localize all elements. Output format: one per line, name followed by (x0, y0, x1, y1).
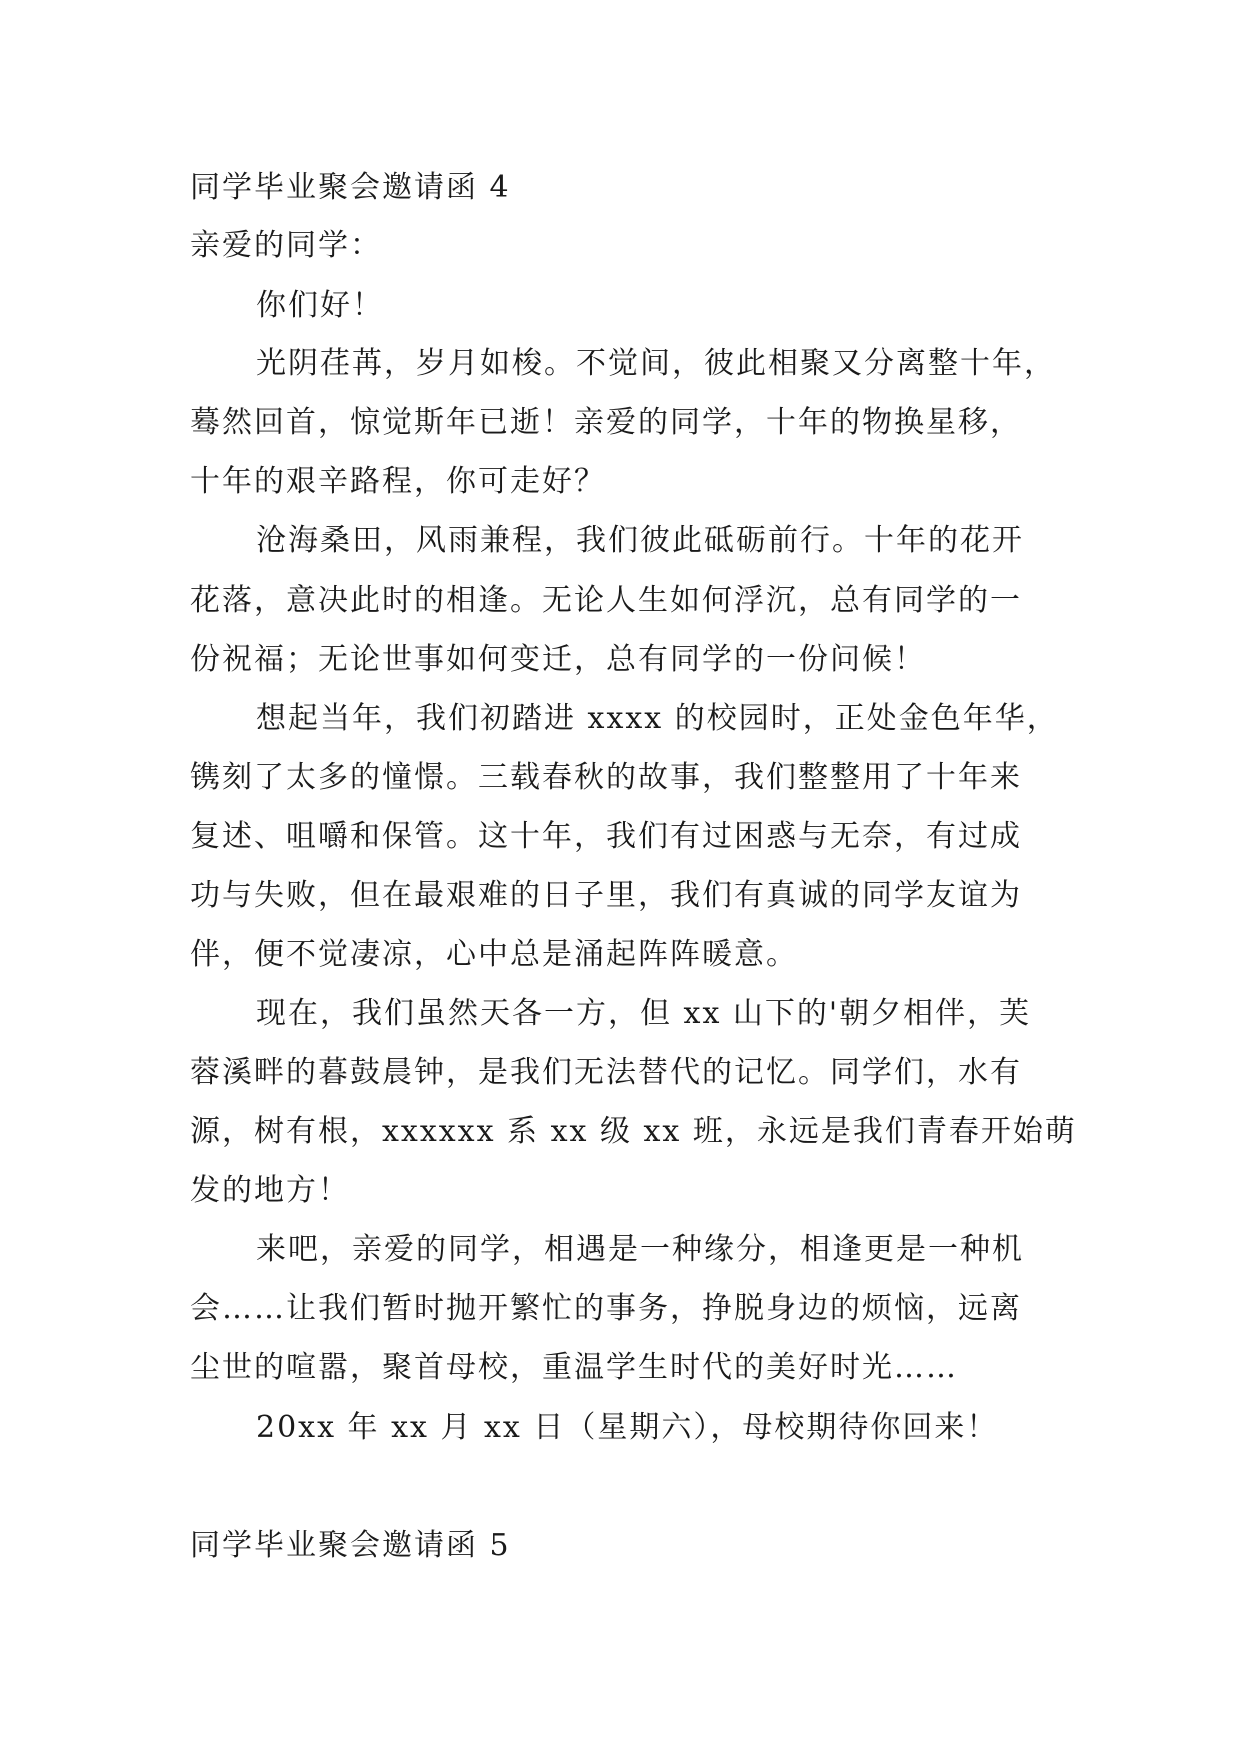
section-4-title: 同学毕业聚会邀请函 4 (190, 170, 511, 205)
salutation: 亲爱的同学： (190, 228, 382, 263)
paragraph-5-line-3: 尘世的喧嚣，聚首母校，重温学生时代的美好时光…… (190, 1350, 958, 1385)
paragraph-1-line-2: 蓦然回首，惊觉斯年已逝！亲爱的同学，十年的物换星移， (190, 405, 1022, 440)
greeting: 你们好！ (256, 288, 384, 323)
section-5-title: 同学毕业聚会邀请函 5 (190, 1528, 511, 1563)
paragraph-3-line-4: 功与失败，但在最艰难的日子里，我们有真诚的同学友谊为 (190, 878, 1022, 913)
paragraph-3-line-5: 伴，便不觉凄凉，心中总是涌起阵阵暖意。 (190, 937, 798, 972)
paragraph-3-line-3: 复述、咀嚼和保管。这十年，我们有过困惑与无奈，有过成 (190, 819, 1022, 854)
paragraph-2-line-2: 花落，意决此时的相逢。无论人生如何浮沉，总有同学的一 (190, 583, 1022, 618)
paragraph-5-line-1: 来吧，亲爱的同学，相遇是一种缘分，相逢更是一种机 (256, 1232, 1024, 1267)
paragraph-3-line-1: 想起当年，我们初踏进 xxxx 的校园时，正处金色年华， (256, 701, 1059, 736)
paragraph-4-line-1: 现在，我们虽然天各一方，但 xx 山下的'朝夕相伴，芙 (256, 996, 1032, 1031)
paragraph-4-line-3: 源，树有根，xxxxxx 系 xx 级 xx 班，永远是我们青春开始萌 (190, 1114, 1077, 1149)
paragraph-1-line-3: 十年的艰辛路程，你可走好？ (190, 464, 606, 499)
paragraph-2-line-1: 沧海桑田，风雨兼程，我们彼此砥砺前行。十年的花开 (256, 523, 1024, 558)
paragraph-5-line-2: 会……让我们暂时抛开繁忙的事务，挣脱身边的烦恼，远离 (190, 1291, 1022, 1326)
paragraph-3-line-2: 镌刻了太多的憧憬。三载春秋的故事，我们整整用了十年来 (190, 760, 1022, 795)
paragraph-4-line-4: 发的地方！ (190, 1173, 350, 1208)
paragraph-1-line-1: 光阴荏苒，岁月如梭。不觉间，彼此相聚又分离整十年， (256, 346, 1056, 381)
paragraph-2-line-3: 份祝福；无论世事如何变迁，总有同学的一份问候！ (190, 642, 926, 677)
paragraph-4-line-2: 蓉溪畔的暮鼓晨钟，是我们无法替代的记忆。同学们，水有 (190, 1055, 1022, 1090)
date-line: 20xx 年 xx 月 xx 日（星期六），母校期待你回来！ (256, 1410, 999, 1445)
